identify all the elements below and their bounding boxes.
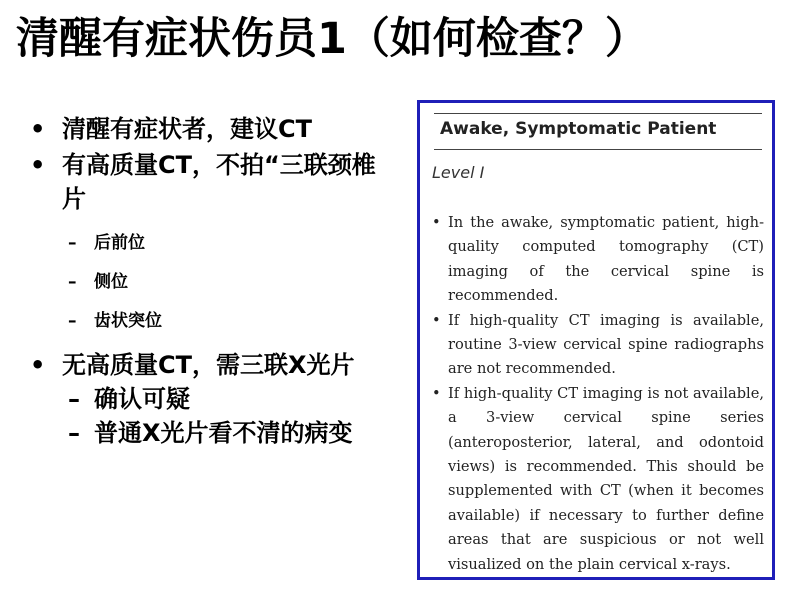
- dash-glyph: –: [68, 272, 77, 292]
- slide-title: 清醒有症状伤员1（如何检查？）: [16, 14, 648, 64]
- sub-bullet-item: [28, 271, 388, 293]
- evidence-level: Level I: [432, 163, 485, 182]
- recommendation-text: If high-quality CT imaging is not available, a 3-view cervical spine series (anteroposterior, lateral, and odontoid views) is recommended. This should be supplemented with CT (when it becomes available) if necessary to further define areas that are suspicious or not well visualized on the plain cervical x-rays.: [448, 384, 764, 573]
- left-bullet-list: [28, 112, 388, 450]
- recommendation-item: [432, 309, 764, 382]
- item-bullet: •: [432, 214, 441, 231]
- item-bullet: •: [432, 311, 441, 329]
- dash-glyph: –: [68, 419, 80, 447]
- sub-bullet-item: [28, 310, 388, 332]
- excerpt-heading: Awake, Symptomatic Patient: [440, 119, 717, 139]
- top-rule: [434, 113, 762, 114]
- bullet-text: 有高质量CT，不拍“三联颈椎片: [62, 151, 376, 213]
- sub-bullet-text: 侧位: [94, 272, 128, 292]
- bullet-dot: •: [30, 351, 46, 379]
- recommendation-item: [432, 382, 764, 577]
- dash-glyph: –: [68, 233, 77, 253]
- recommendation-list: [432, 211, 764, 577]
- sub-bullet-text: 后前位: [94, 233, 145, 253]
- bullet-dot: •: [30, 115, 46, 143]
- recommendation-item: [432, 211, 764, 309]
- recommendation-text: In the awake, symptomatic patient, high-quality computed tomography (CT) imaging of the cervical spine is recommended.: [448, 214, 764, 305]
- bullet-text: 清醒有症状者，建议CT: [62, 115, 312, 143]
- bullet-item: [28, 148, 388, 216]
- heading-rule: [434, 149, 762, 150]
- sub-bullet-text: 齿状突位: [94, 311, 162, 331]
- bullet-dot: •: [30, 151, 46, 179]
- recommendation-text: If high-quality CT imaging is available, routine 3-view cervical spine radiographs are not recommended.: [448, 311, 764, 378]
- sub-bullet-item: [28, 416, 388, 450]
- dash-glyph: –: [68, 385, 80, 413]
- sub-bullet-text: 确认可疑: [94, 385, 190, 413]
- bullet-item: [28, 112, 388, 146]
- sub-bullet-item: [28, 232, 388, 254]
- sub-bullet-item: [28, 382, 388, 416]
- bullet-text: 无高质量CT，需三联X光片: [62, 351, 355, 379]
- item-bullet: •: [432, 384, 441, 402]
- dash-glyph: –: [68, 311, 77, 331]
- sub-bullet-text: 普通X光片看不清的病变: [94, 419, 353, 447]
- bullet-item: [28, 348, 388, 382]
- guideline-excerpt-box: [417, 100, 775, 580]
